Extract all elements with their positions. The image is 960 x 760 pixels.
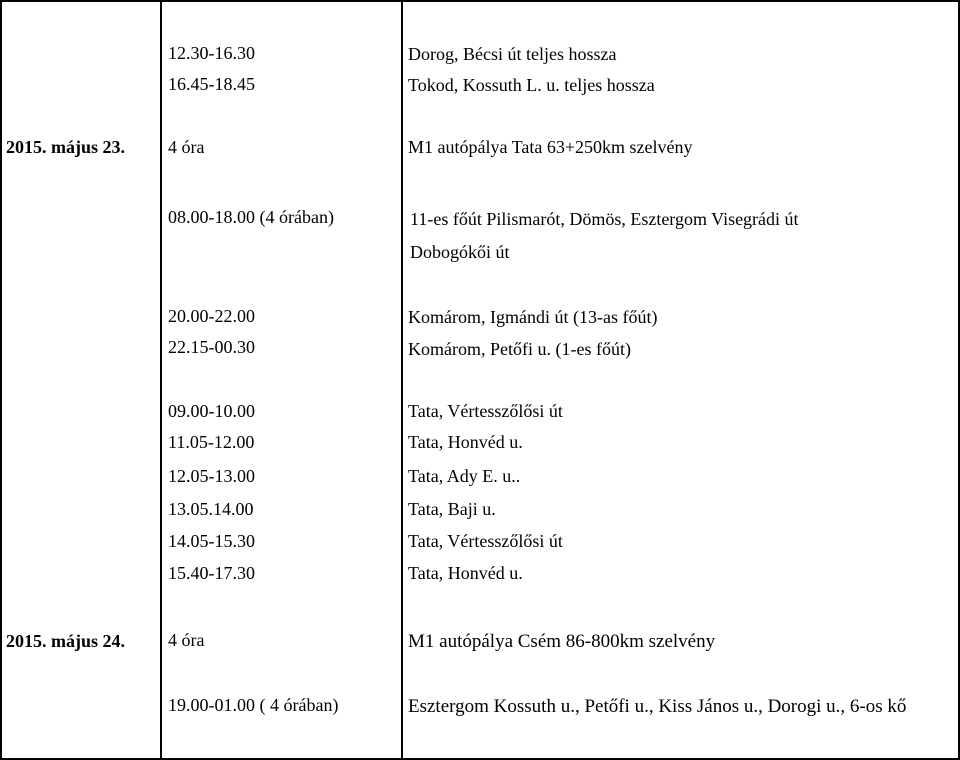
location-cell: Tata, Vértesszőlősi út <box>408 531 563 551</box>
column-divider-date-time <box>160 0 162 760</box>
location-cell: Tata, Honvéd u. <box>408 432 523 452</box>
location-cell: Komárom, Petőfi u. (1-es főút) <box>408 339 631 359</box>
location-cell: M1 autópálya Tata 63+250km szelvény <box>408 137 693 157</box>
time-cell: 12.30-16.30 <box>168 43 255 63</box>
time-cell: 11.05-12.00 <box>168 432 255 452</box>
location-cell: Tata, Ady E. u.. <box>408 466 521 486</box>
time-cell: 20.00-22.00 <box>168 306 255 326</box>
time-cell: 14.05-15.30 <box>168 531 255 551</box>
time-cell: 08.00-18.00 (4 órában) <box>168 207 334 227</box>
location-cell: Esztergom Kossuth u., Petőfi u., Kiss János u., Dorogi u., 6-os kő <box>408 696 907 717</box>
time-cell: 12.05-13.00 <box>168 466 255 486</box>
table-border-left <box>0 0 2 760</box>
row-divider <box>0 0 960 2</box>
location-cell: Tata, Honvéd u. <box>408 563 523 583</box>
time-cell: 16.45-18.45 <box>168 74 255 94</box>
location-cell: Tokod, Kossuth L. u. teljes hossza <box>408 75 655 95</box>
time-cell: 4 óra <box>168 137 205 157</box>
column-divider-time-location <box>401 0 403 760</box>
time-cell: 15.40-17.30 <box>168 563 255 583</box>
location-cell: 11-es főút Pilismarót, Dömös, Esztergom Visegrádi út <box>410 209 799 229</box>
location-cell: Dobogókői út <box>410 242 510 262</box>
time-cell: 13.05.14.00 <box>168 499 254 519</box>
date-cell: 2015. május 23. <box>6 137 126 157</box>
location-cell: Dorog, Bécsi út teljes hossza <box>408 44 617 64</box>
time-cell: 4 óra <box>168 630 205 650</box>
location-cell: Tata, Vértesszőlősi út <box>408 401 563 421</box>
time-cell: 09.00-10.00 <box>168 401 255 421</box>
location-cell: M1 autópálya Csém 86-800km szelvény <box>408 631 716 652</box>
time-cell: 22.15-00.30 <box>168 337 255 357</box>
location-cell: Komárom, Igmándi út (13-as főút) <box>408 307 658 327</box>
time-cell: 19.00-01.00 ( 4 órában) <box>168 695 339 715</box>
location-cell: Tata, Baji u. <box>408 499 496 519</box>
date-cell: 2015. május 24. <box>6 631 126 651</box>
